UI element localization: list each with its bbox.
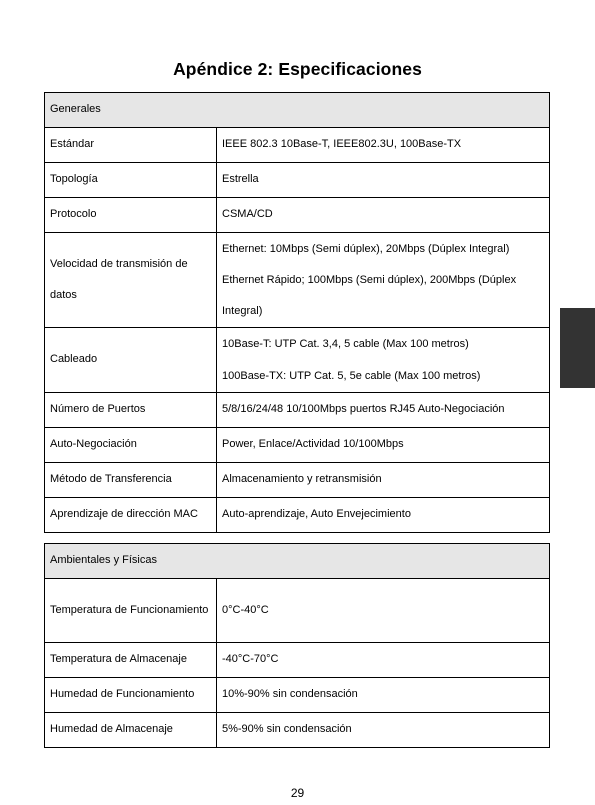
table-row bbox=[45, 643, 550, 678]
chapter-tab-marker bbox=[560, 308, 595, 388]
value-line: Ethernet Rápido; 100Mbps (Semi dúplex), 200Mbps (Dúplex Integral) bbox=[222, 273, 517, 317]
section-header-environment: Ambientales y Físicas bbox=[45, 544, 550, 579]
table-row bbox=[45, 328, 550, 393]
row-label: Número de Puertos bbox=[45, 393, 217, 428]
row-label: Humedad de Funcionamiento bbox=[45, 678, 217, 713]
table-row bbox=[45, 463, 550, 498]
value-line: 100Base-TX: UTP Cat. 5, 5e cable (Max 100 metros) bbox=[222, 370, 481, 382]
row-value: Power, Enlace/Actividad 10/100Mbps bbox=[217, 428, 550, 463]
section-header-row bbox=[45, 544, 550, 579]
row-value bbox=[217, 233, 550, 328]
row-value: 0°C-40°C bbox=[217, 579, 550, 643]
row-label: Método de Transferencia bbox=[45, 463, 217, 498]
value-line: 10Base-T: UTP Cat. 3,4, 5 cable (Max 100 metros) bbox=[222, 338, 469, 350]
table-row bbox=[45, 198, 550, 233]
row-value: IEEE 802.3 10Base-T, IEEE802.3U, 100Base-TX bbox=[217, 128, 550, 163]
row-value: CSMA/CD bbox=[217, 198, 550, 233]
table-row bbox=[45, 233, 550, 328]
row-label: Humedad de Almacenaje bbox=[45, 713, 217, 748]
table-row bbox=[45, 393, 550, 428]
row-value: Estrella bbox=[217, 163, 550, 198]
row-value: Auto-aprendizaje, Auto Envejecimiento bbox=[217, 498, 550, 533]
row-value: 5%-90% sin condensación bbox=[217, 713, 550, 748]
value-line: Ethernet: 10Mbps (Semi dúplex), 20Mbps (Dúplex Integral) bbox=[222, 242, 510, 255]
row-value: -40°C-70°C bbox=[217, 643, 550, 678]
row-value: 5/8/16/24/48 10/100Mbps puertos RJ45 Auto-Negociación bbox=[217, 393, 550, 428]
row-value: Almacenamiento y retransmisión bbox=[217, 463, 550, 498]
table-row bbox=[45, 428, 550, 463]
page-number: 29 bbox=[290, 786, 305, 800]
row-label: Protocolo bbox=[45, 198, 217, 233]
row-label: Estándar bbox=[45, 128, 217, 163]
table-row bbox=[45, 579, 550, 643]
row-label: Temperatura de Funcionamiento bbox=[45, 579, 217, 643]
section-header-general: Generales bbox=[45, 93, 550, 128]
row-label: Temperatura de Almacenaje bbox=[45, 643, 217, 678]
table-row bbox=[45, 678, 550, 713]
page-title: Apéndice 2: Especificaciones bbox=[173, 59, 422, 79]
row-value bbox=[217, 328, 550, 393]
general-specs-table bbox=[44, 92, 550, 533]
row-label: Aprendizaje de dirección MAC bbox=[45, 498, 217, 533]
environmental-specs-table bbox=[44, 543, 550, 748]
row-label: Velocidad de transmisión de datos bbox=[45, 233, 217, 328]
table-row bbox=[45, 128, 550, 163]
table-row bbox=[45, 498, 550, 533]
row-label: Cableado bbox=[45, 328, 217, 393]
table-row bbox=[45, 713, 550, 748]
row-label: Topología bbox=[45, 163, 217, 198]
section-header-row bbox=[45, 93, 550, 128]
row-label: Auto-Negociación bbox=[45, 428, 217, 463]
table-row bbox=[45, 163, 550, 198]
row-value: 10%-90% sin condensación bbox=[217, 678, 550, 713]
